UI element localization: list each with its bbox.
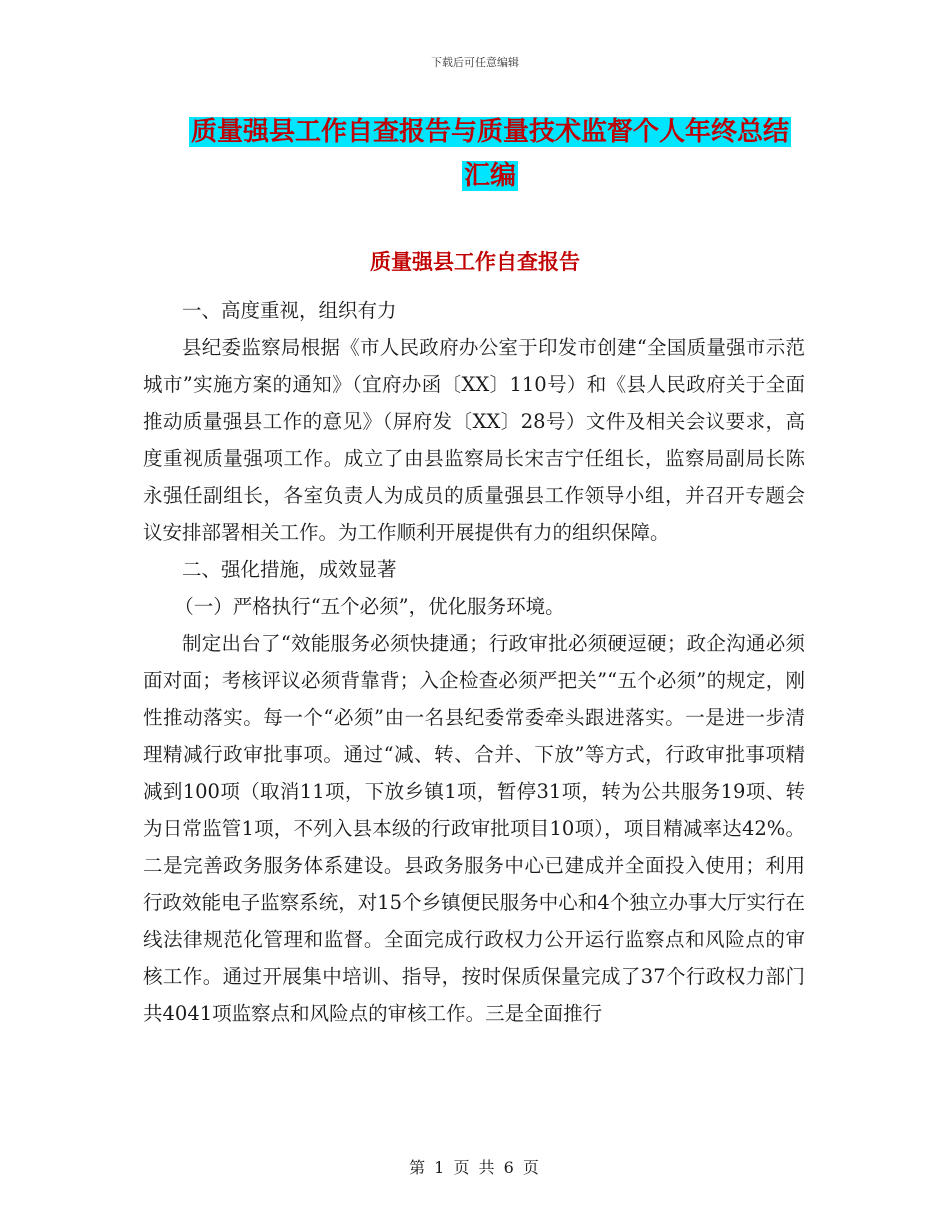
heading-1: 一、高度重视，组织有力 xyxy=(182,299,397,322)
header-note: 下载后可任意编辑 xyxy=(431,56,519,69)
heading-2: 二、强化措施，成效显著 xyxy=(182,558,397,581)
page-number: 第 1 页 共 6 页 xyxy=(409,1158,541,1177)
document-body xyxy=(143,292,805,1032)
paragraph-2: 制定出台了“效能服务必须快捷通；行政审批必须硬逗硬；政企沟通必须面对面；考核评议必须背靠背；入企检查必须严把关”“五个必须”的规定，刚性推动落实。每一个“必须”由一名县纪委常委牵头跟进落实。一是进一步清理精减行政审批事项。通过“减、转、合并、下放”等方式，行政审批事项精减到100项（取消11项，下放乡镇1项，暂停31项，转为公共服务19项、转为日常监管1项，不列入县本级的行政审批项目10项），项目精减率达42%。二是完善政务服务体系建设。县政务服务中心已建成并全面投入使用；利用行政效能电子监察系统，对15个乡镇便民服务中心和4个独立办事大厅实行在线法律规范化管理和监督。全面完成行政权力公开运行监察点和风险点的审核工作。通过开展集中培训、指导，按时保质保量完成了37个行政权力部门共4041项监察点和风险点的审核工作。三是全面推行 xyxy=(143,632,805,1025)
subheading-1: （一）严格执行“五个必须”，优化服务环境。 xyxy=(174,595,565,618)
document-title-line2: 汇编 xyxy=(463,161,516,191)
document-title-line1: 质量强县工作自查报告与质量技术监督个人年终总结 xyxy=(190,117,789,147)
paragraph-1: 县纪委监察局根据《市人民政府办公室于印发市创建“全国质量强市示范城市”实施方案的通知》（宜府办函〔XX〕110号）和《县人民政府关于全面推动质量强县工作的意见》（屏府发〔XX〕28号）文件及相关会议要求，高度重视质量强项工作。成立了由县监察局长宋吉宁任组长，监察局副局长陈永强任副组长，各室负责人为成员的质量强县工作领导小组，并召开专题会议安排部署相关工作。为工作顺利开展提供有力的组织保障。 xyxy=(143,336,805,544)
section-title: 质量强县工作自查报告 xyxy=(370,250,580,274)
document-title xyxy=(140,110,840,198)
